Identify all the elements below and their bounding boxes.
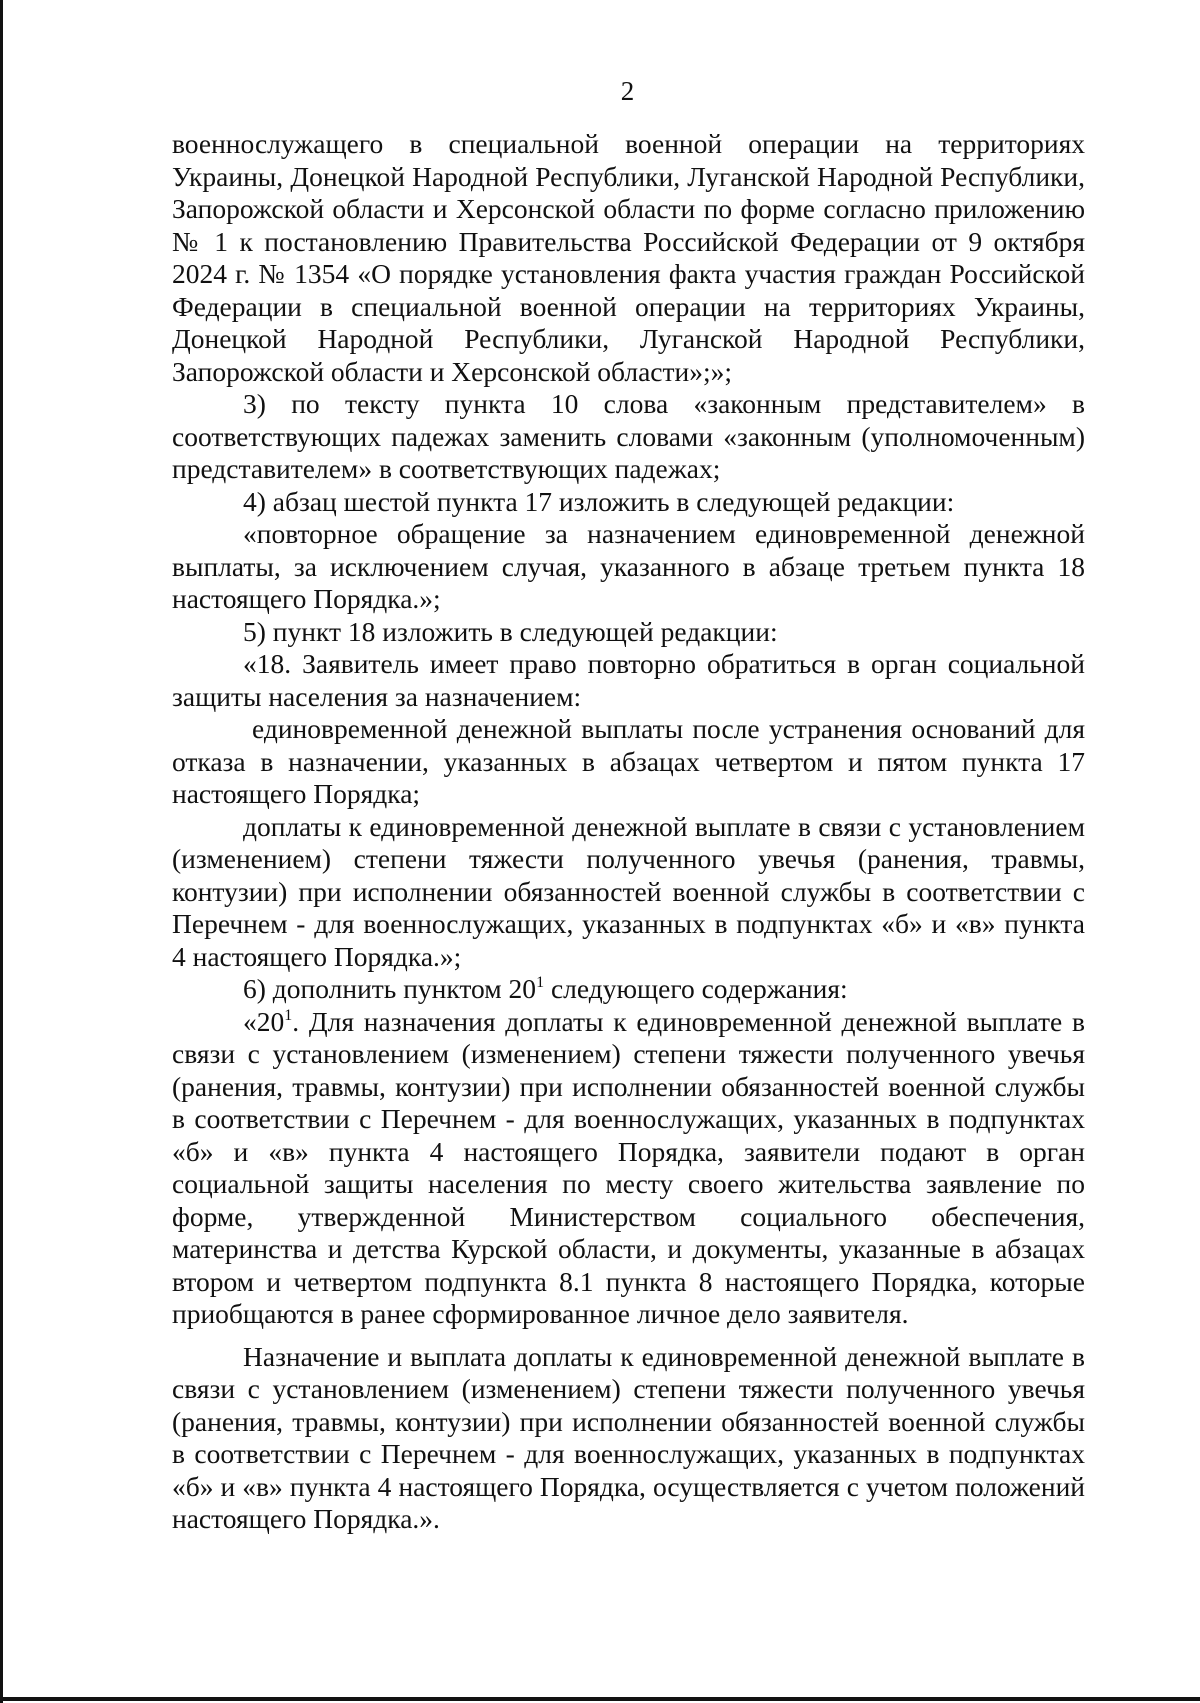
item-6-superscript: 1	[536, 974, 545, 991]
clause-20-1-number: «20	[243, 1005, 285, 1037]
page-number: 2	[620, 76, 635, 106]
paragraph-item-3: 3) по тексту пункта 10 слова «законным представителем» в соответствующих падежах заменить словами «законным (уполномоченным) представителем» в соответствующих падежах;	[172, 388, 1085, 484]
clause-20-1-superscript: 1	[284, 1006, 293, 1024]
paragraph-continuation: военнослужащего в специальной военной операции на территориях Украины, Донецкой Народной Республики, Луганской Народной Республики, Запорожской области и Херсонской области по форме согласно приложению № 1 к постановлению Правительства Российской Федерации от 9 октября 2024 г. № 1354 «О порядке установления факта участия граждан Российской Федерации в специальной военной операции на территориях Украины, Донецкой Народной Республики, Луганской Народной Республики, Запорожской области и Херсонской области»;»;	[172, 128, 1085, 387]
document-body	[172, 128, 1085, 1536]
item-6-text-end: следующего содержания:	[544, 973, 848, 1004]
paragraph-quote-repeat-request: «повторное обращение за назначением единовременной денежной выплаты, за исключением случая, указанного в абзаце третьем пункта 18 настоящего Порядка.»;	[172, 518, 1085, 614]
scan-left-edge	[0, 0, 3, 1703]
paragraph-item-4: 4) абзац шестой пункта 17 изложить в следующей редакции:	[243, 485, 955, 517]
paragraph-clause-18-supplement: доплаты к единовременной денежной выплате в связи с установлением (изменением) степени тяжести полученного увечья (ранения, травмы, контузии) при исполнении обязанностей военной службы в соответствии с Перечнем - для военнослужащих, указанных в подпунктах «б» и «в» пункта 4 настоящего Порядка.»;	[172, 810, 1085, 972]
scan-bottom-edge	[0, 1697, 1200, 1701]
paragraph-payment-assignment: Назначение и выплата доплаты к единовременной денежной выплате в связи с установлением (изменением) степени тяжести полученного увечья (ранения, травмы, контузии) при исполнении обязанностей военной службы в соответствии с Перечнем - для военнослужащих, указанных в подпунктах «б» и «в» пункта 4 настоящего Порядка, осуществляется с учетом положений настоящего Порядка.».	[172, 1340, 1085, 1534]
paragraph-item-5: 5) пункт 18 изложить в следующей редакции:	[243, 615, 778, 647]
paragraph-clause-20-1	[172, 1006, 1085, 1331]
item-6-text-start: 6) дополнить пунктом 20	[243, 973, 537, 1004]
paragraph-item-6	[172, 973, 1085, 1006]
clause-20-1-text: . Для назначения доплаты к единовременной денежной выплате в связи с установлением (изменением) степени тяжести полученного увечья (ранения, травмы, контузии) при исполнении обязанностей военной службы в соответствии с Перечнем - для военнослужащих, указанных в подпунктах «б» и «в» пункта 4 настоящего Порядка, заявители подают в орган социальной защиты населения по месту своего жительства заявление по форме, утвержденной Министерством социального обеспечения, материнства и детства Курской области, и документы, указанные в абзацах втором и четвертом подпункта 8.1 пункта 8 настоящего Порядка, которые приобщаются в ранее сформированное личное дело заявителя.	[172, 1005, 1085, 1329]
paragraph-clause-18: «18. Заявитель имеет право повторно обратиться в орган социальной защиты населения за назначением:	[172, 648, 1085, 712]
paragraph-clause-18-lump-sum: единовременной денежной выплаты после устранения оснований для отказа в назначении, указанных в абзацах четвертом и пятом пункта 17 настоящего Порядка;	[172, 713, 1085, 809]
